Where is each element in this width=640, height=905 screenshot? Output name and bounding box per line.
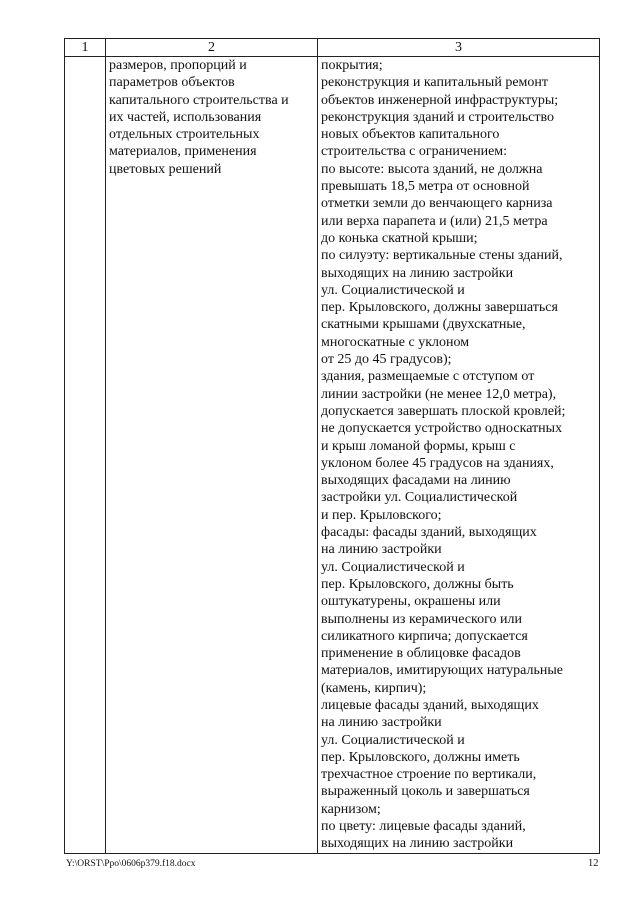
text-line: выходящих фасадами на линию: [321, 473, 511, 489]
table-header-row: [65, 39, 600, 57]
text-line: по цвету: лицевые фасады зданий,: [321, 819, 526, 835]
text-line: пер. Крыловского, должны завершаться: [321, 300, 558, 316]
text-line: покрытия;: [321, 58, 383, 73]
text-line: выходящих на линию застройки: [321, 836, 514, 852]
header-col-1: 1: [65, 39, 106, 57]
text-line: от 25 до 45 градусов);: [321, 352, 452, 368]
text-line: отметки земли до венчающего карниза: [321, 196, 553, 212]
text-line: новых объектов капитального: [321, 127, 500, 143]
text-line: до конька скатной крыши;: [321, 230, 478, 246]
text-line: размеров, пропорций и: [109, 58, 247, 73]
text-line: (камень, кирпич);: [321, 680, 427, 696]
header-col-2: 2: [106, 39, 318, 57]
text-line: ул. Социалистической и: [321, 282, 465, 298]
text-line: капитального строительства и: [109, 92, 289, 108]
page-number: 12: [588, 858, 599, 869]
text-line: на линию застройки: [321, 542, 442, 558]
text-line: здания, размещаемые с отступом от: [321, 369, 535, 385]
text-line: трехчастное строение по вертикали,: [321, 767, 537, 783]
table-cell-col-2: [106, 57, 318, 854]
text-line: цветовых решений: [109, 161, 222, 177]
text-line: материалов, имитирующих натуральные: [321, 663, 563, 679]
text-line: применение в облицовке фасадов: [321, 646, 521, 662]
text-line: параметров объектов: [109, 75, 235, 91]
text-line: на линию застройки: [321, 715, 442, 731]
text-line: лицевые фасады зданий, выходящих: [321, 697, 539, 713]
text-line: по силуэту: вертикальные стены зданий,: [321, 248, 563, 264]
text-line: многоскатные с уклоном: [321, 334, 470, 350]
text-line: по высоте: высота зданий, не должна: [321, 161, 543, 177]
text-line: уклоном более 45 градусов на зданиях,: [321, 455, 554, 471]
footer-file-path: Y:\ORST\Ppo\0606p379.f18.docx: [66, 859, 196, 869]
text-line: объектов инженерной инфраструктуры;: [321, 92, 559, 108]
document-table: [64, 38, 600, 854]
text-line: застройки ул. Социалистической: [321, 490, 518, 506]
text-line: выполнены из керамического или: [321, 611, 522, 627]
text-line: выходящих на линию застройки: [321, 265, 514, 281]
text-line: и пер. Крыловского;: [321, 507, 442, 523]
table-cell-col-3: [318, 57, 600, 854]
text-line: превышать 18,5 метра от основной: [321, 179, 530, 195]
text-line: ул. Социалистической и: [321, 559, 465, 575]
text-line: линии застройки (не менее 12,0 метра),: [321, 386, 557, 402]
text-line: выраженный цоколь и завершаться: [321, 784, 530, 800]
text-line: оштукатурены, окрашены или: [321, 594, 501, 610]
text-line: их частей, использования: [109, 109, 262, 125]
text-line: отдельных строительных: [109, 127, 260, 143]
text-line: допускается завершать плоской кровлей;: [321, 403, 566, 419]
text-line: строительства с ограничением:: [321, 144, 508, 160]
text-line: реконструкция и капитальный ремонт: [321, 75, 549, 91]
text-line: и крыш ломаной формы, крыш с: [321, 438, 516, 454]
text-line: пер. Крыловского, должны быть: [321, 576, 514, 592]
text-line: ул. Социалистической и: [321, 732, 465, 748]
text-line: материалов, применения: [109, 144, 257, 160]
table-row: [65, 57, 600, 854]
text-line: скатными крышами (двухскатные,: [321, 317, 526, 333]
header-col-3: 3: [318, 39, 600, 57]
text-line: карнизом;: [321, 801, 381, 817]
text-line: фасады: фасады зданий, выходящих: [321, 525, 537, 541]
table-cell-col-1: [65, 57, 106, 854]
text-line: не допускается устройство односкатных: [321, 421, 563, 437]
text-line: силикатного кирпича; допускается: [321, 628, 528, 644]
text-line: пер. Крыловского, должны иметь: [321, 749, 520, 765]
text-line: реконструкция зданий и строительство: [321, 109, 554, 125]
text-line: или верха парапета и (или) 21,5 метра: [321, 213, 548, 229]
